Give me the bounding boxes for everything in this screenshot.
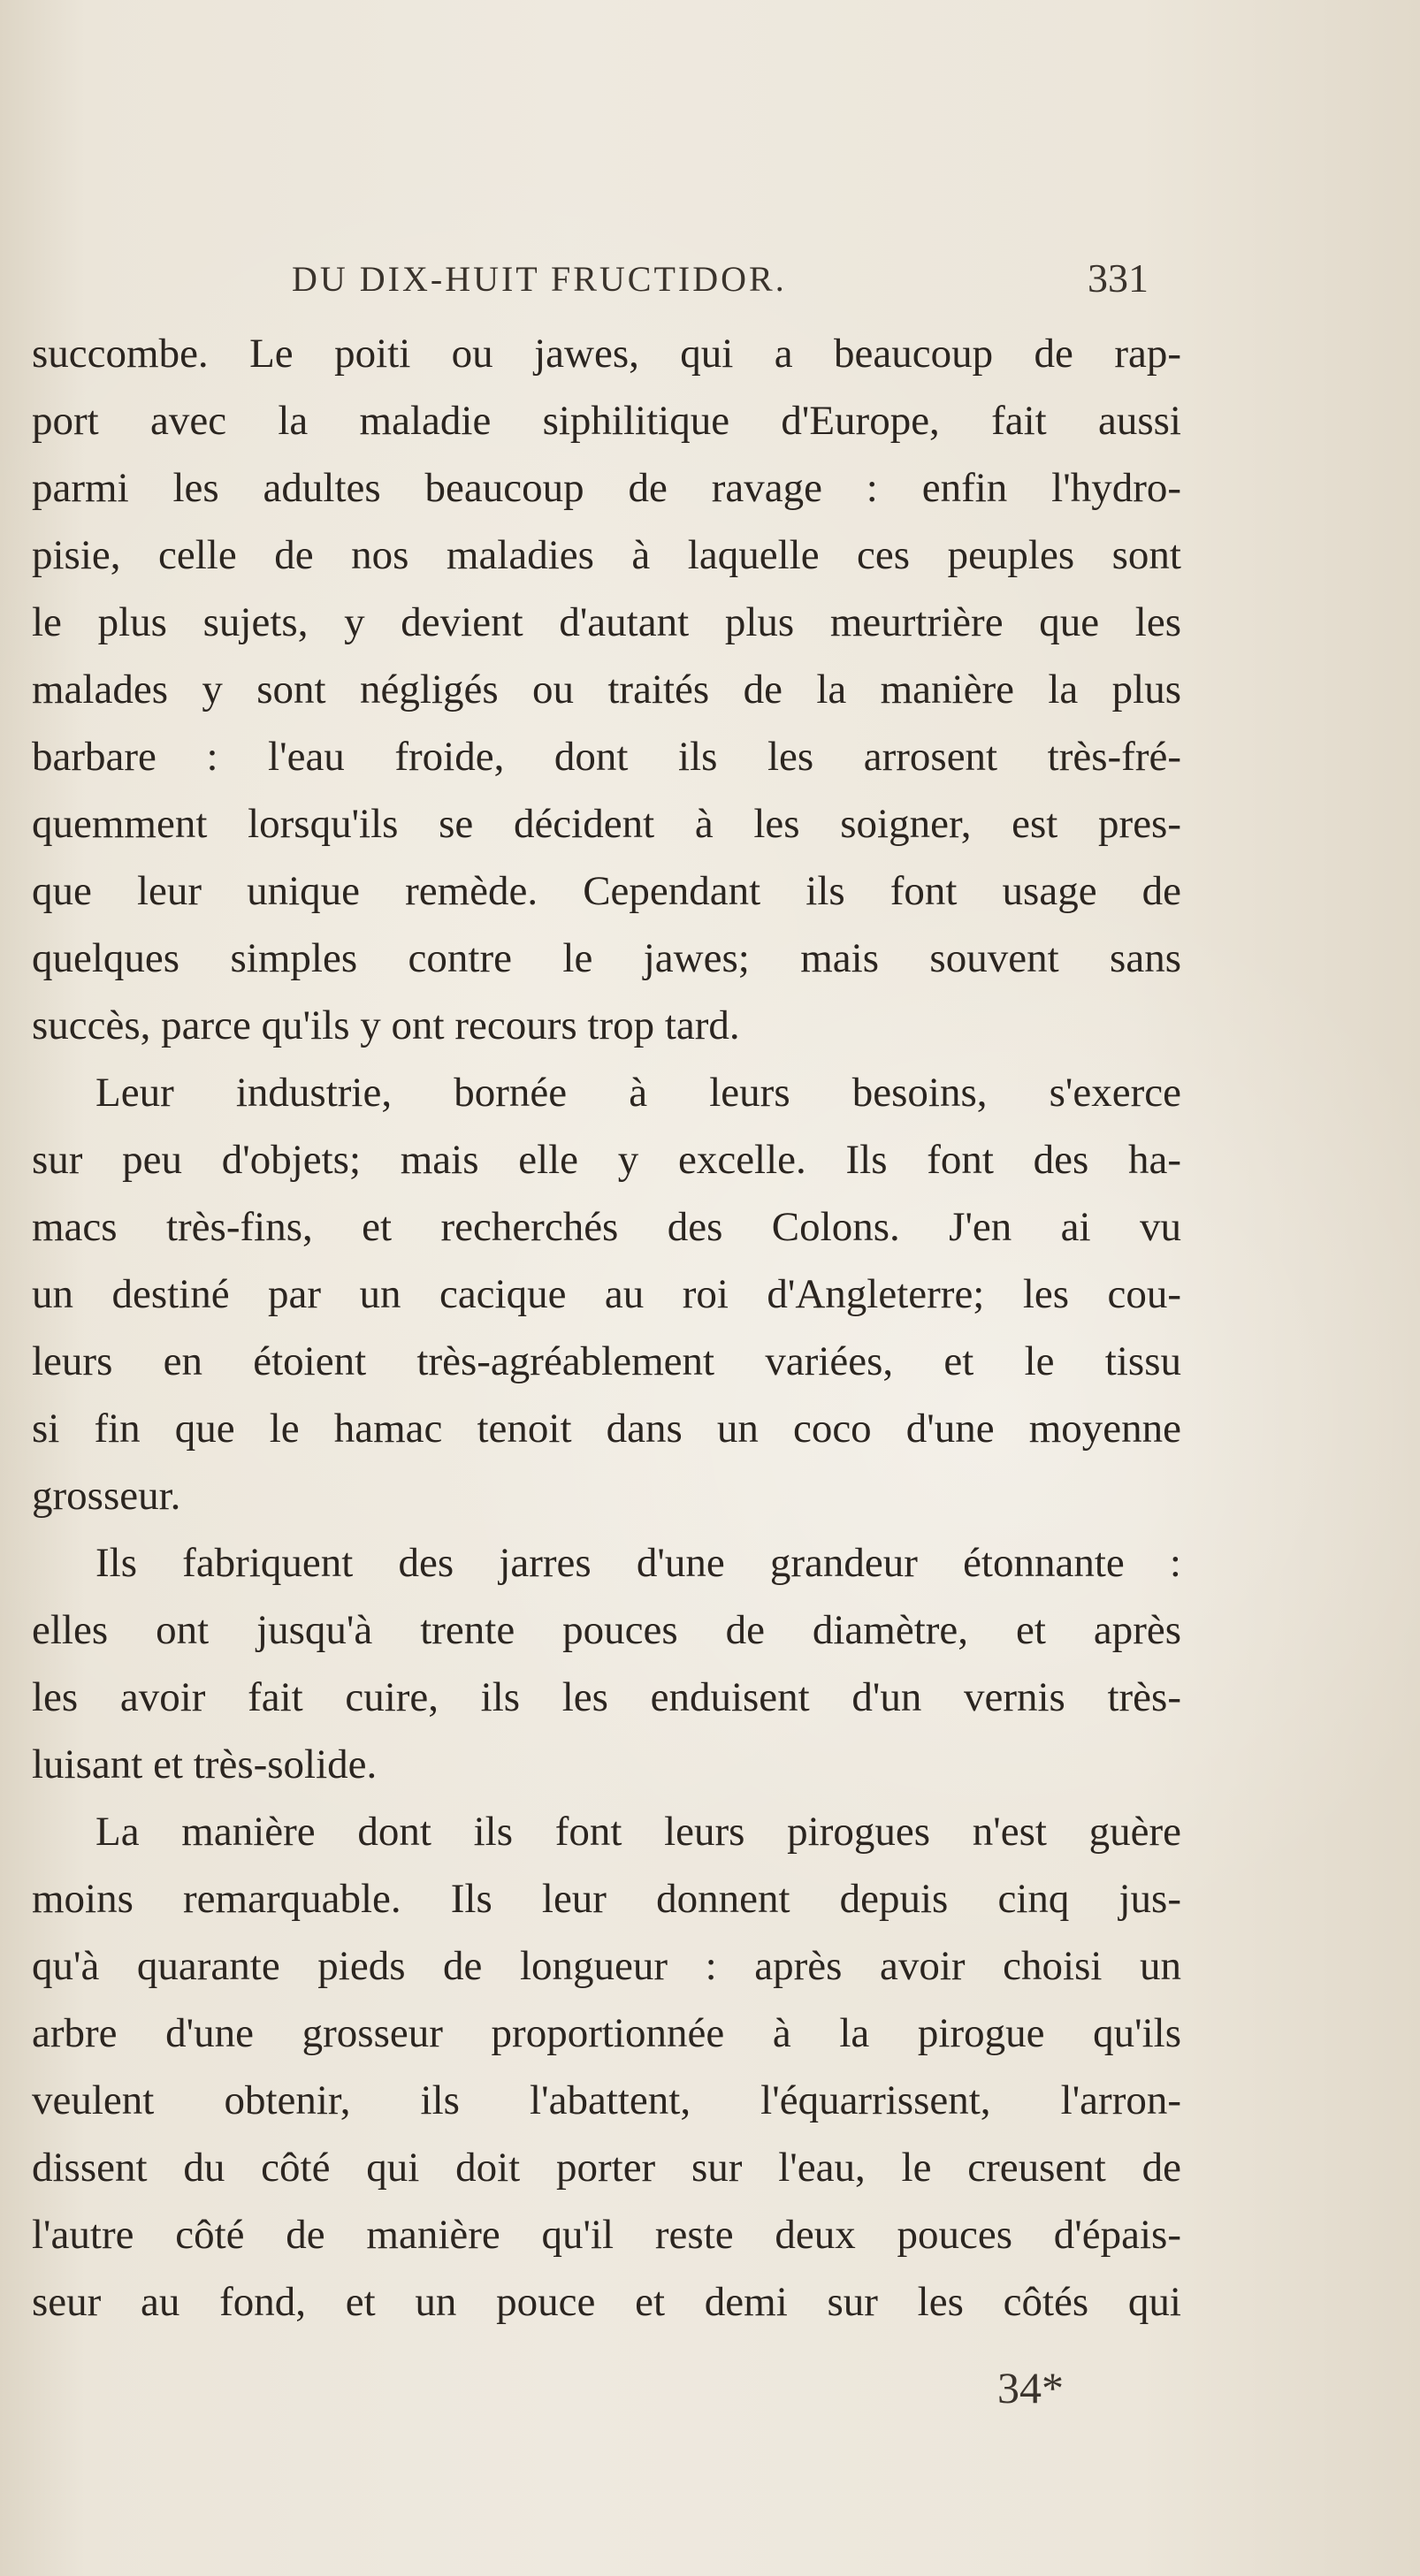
text-line: dissent du côté qui doit porter sur l'eau, le creusent de [32,2145,1181,2191]
text-line: quemment lorsqu'ils se décident à les soigner, est pres- [32,801,1181,847]
page-number: 331 [1088,255,1149,301]
text-line: Leur industrie, bornée à leurs besoins, s'exerce [95,1070,1181,1116]
text-line: succombe. Le poiti ou jawes, qui a beaucoup de rap- [32,331,1181,377]
text-line: pisie, celle de nos maladies à laquelle ces peuples sont [32,532,1181,578]
text-line: le plus sujets, y devient d'autant plus meurtrière que les [32,599,1181,645]
text-line: barbare : l'eau froide, dont ils les arrosent très-fré- [32,734,1181,780]
text-line: elles ont jusqu'à trente pouces de diamètre, et après [32,1607,1181,1653]
text-line: veulent obtenir, ils l'abattent, l'équarrissent, l'arron- [32,2077,1181,2123]
text-line: malades y sont négligés ou traités de la manière la plus [32,667,1181,713]
text-line: parmi les adultes beaucoup de ravage : enfin l'hydro- [32,465,1181,511]
text-line: qu'à quarante pieds de longueur : après avoir choisi un [32,1943,1181,1989]
paragraph [32,1059,1181,1529]
text-line: grosseur. [32,1473,181,1519]
signature-mark: 34* [997,2363,1064,2412]
text-line: que leur unique remède. Cependant ils font usage de [32,868,1181,914]
text-line: leurs en étoient très-agréablement variées, et le tissu [32,1338,1181,1384]
text-line: port avec la maladie siphilitique d'Europe, fait aussi [32,398,1181,444]
text-line: les avoir fait cuire, ils les enduisent d'un vernis très- [32,1674,1181,1720]
paragraph [32,1529,1181,1798]
text-line: La manière dont ils font leurs pirogues n'est guère [95,1809,1181,1855]
running-title: DU DIX-HUIT FRUCTIDOR. [292,259,787,299]
body-text [32,320,1181,2336]
text-line: luisant et très-solide. [32,1741,378,1787]
text-line: macs très-fins, et recherchés des Colons. J'en ai vu [32,1204,1181,1250]
page-header [0,255,1420,311]
text-line: sur peu d'objets; mais elle y excelle. Ils font des ha- [32,1137,1181,1183]
text-line: un destiné par un cacique au roi d'Angleterre; les cou- [32,1271,1181,1317]
paragraph [32,320,1181,1059]
text-line: seur au fond, et un pouce et demi sur les côtés qui [32,2279,1181,2325]
paragraph [32,1798,1181,2336]
text-line: Ils fabriquent des jarres d'une grandeur étonnante : [95,1540,1181,1586]
text-line: succès, parce qu'ils y ont recours trop tard. [32,1002,740,1048]
text-line: arbre d'une grosseur proportionnée à la pirogue qu'ils [32,2010,1181,2056]
text-line: si fin que le hamac tenoit dans un coco d'une moyenne [32,1406,1181,1452]
text-line: quelques simples contre le jawes; mais souvent sans [32,935,1181,981]
text-line: l'autre côté de manière qu'il reste deux pouces d'épais- [32,2212,1181,2258]
text-line: moins remarquable. Ils leur donnent depuis cinq jus- [32,1876,1181,1922]
